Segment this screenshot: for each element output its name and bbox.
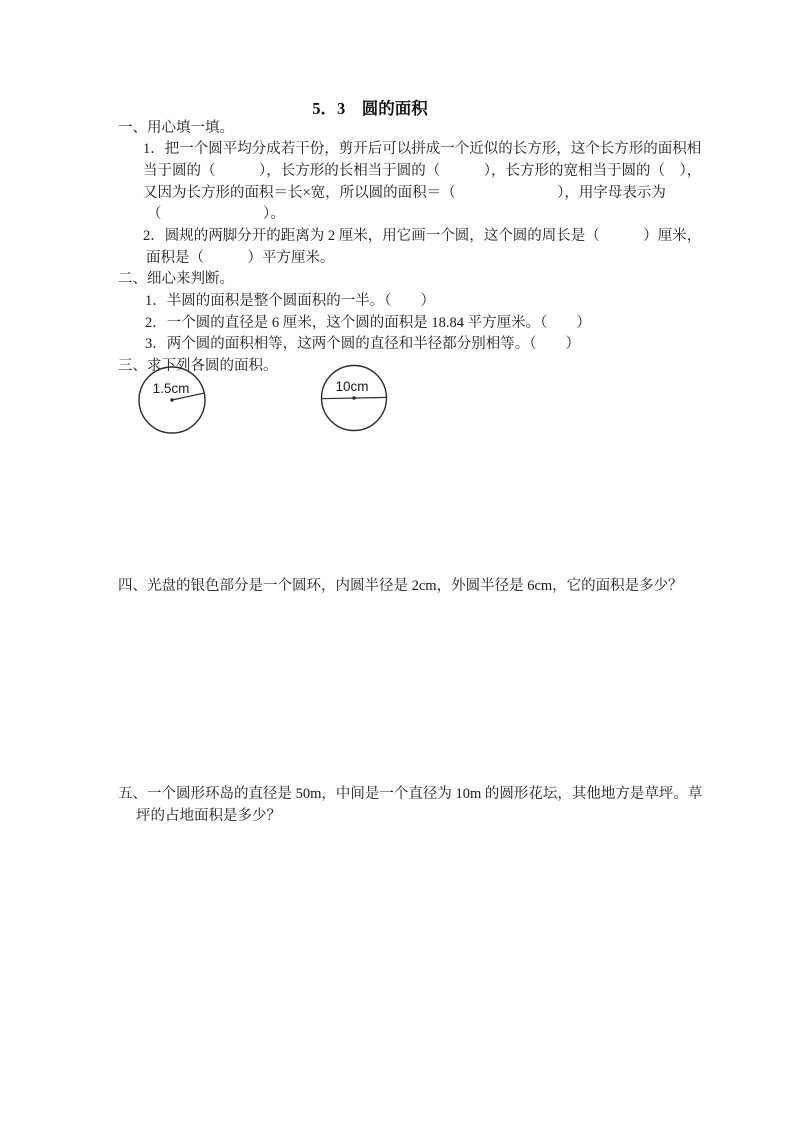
section-3-heading: 三、求下列各圆的面积。 bbox=[118, 358, 278, 374]
circle-diagram-2 bbox=[322, 366, 387, 431]
section-1-q1-line-2: 当于圆的（ ），长方形的长相当于圆的（ ），长方形的宽相当于圆的（ ）， bbox=[143, 163, 702, 179]
circle-diagrams bbox=[130, 360, 400, 440]
page-title: 5．3 圆的面积 bbox=[312, 99, 428, 118]
circle-2-center-dot bbox=[352, 396, 355, 399]
section-1-q2-line-2: 面积是（ ）平方厘米。 bbox=[146, 249, 335, 266]
section-2-heading: 二、细心来判断。 bbox=[118, 271, 234, 287]
circle-2-label: 10cm bbox=[335, 379, 369, 394]
section-1-q2-line-1: 2．圆规的两脚分开的距离为 2 厘米，用它画一个圆，这个圆的周长是（ ）厘米， bbox=[143, 228, 702, 244]
circle-diagram-1 bbox=[139, 367, 205, 433]
section-2-judge-3: 3．两个圆的面积相等，这两个圆的直径和半径都分别相等。（ ） bbox=[145, 336, 580, 352]
circle-1-center-dot bbox=[170, 398, 173, 401]
section-2-judge-2: 2．一个圆的直径是 6 厘米，这个圆的面积是 18.84 平方厘米。（ ） bbox=[145, 314, 591, 331]
section-5-line-2: 坪的占地面积是多少？ bbox=[136, 807, 281, 824]
section-1-q1-line-1: 1．把一个圆平均分成若干份，剪开后可以拼成一个近似的长方形，这个长方形的面积相 bbox=[143, 141, 702, 157]
section-2-judge-1: 1．半圆的面积是整个圆面积的一半。（ ） bbox=[145, 293, 435, 309]
section-1-heading: 一、用心填一填。 bbox=[118, 119, 234, 136]
section-5-line-1: 五、一个圆形环岛的直径是 50m，中间是一个直径为 10m 的圆形花坛，其他地方是草坪。草 bbox=[118, 785, 703, 802]
section-1-q1-line-3: 又因为长方形的面积＝长×宽，所以圆的面积＝（ ），用字母表示为 bbox=[143, 184, 666, 201]
section-1-q1-line-4: （ ）。 bbox=[147, 206, 285, 222]
circle-1-label: 1.5cm bbox=[152, 381, 190, 396]
section-4-heading: 四、光盘的银色部分是一个圆环，内圆半径是 2cm，外圆半径是 6cm，它的面积是多少？ bbox=[118, 577, 683, 594]
